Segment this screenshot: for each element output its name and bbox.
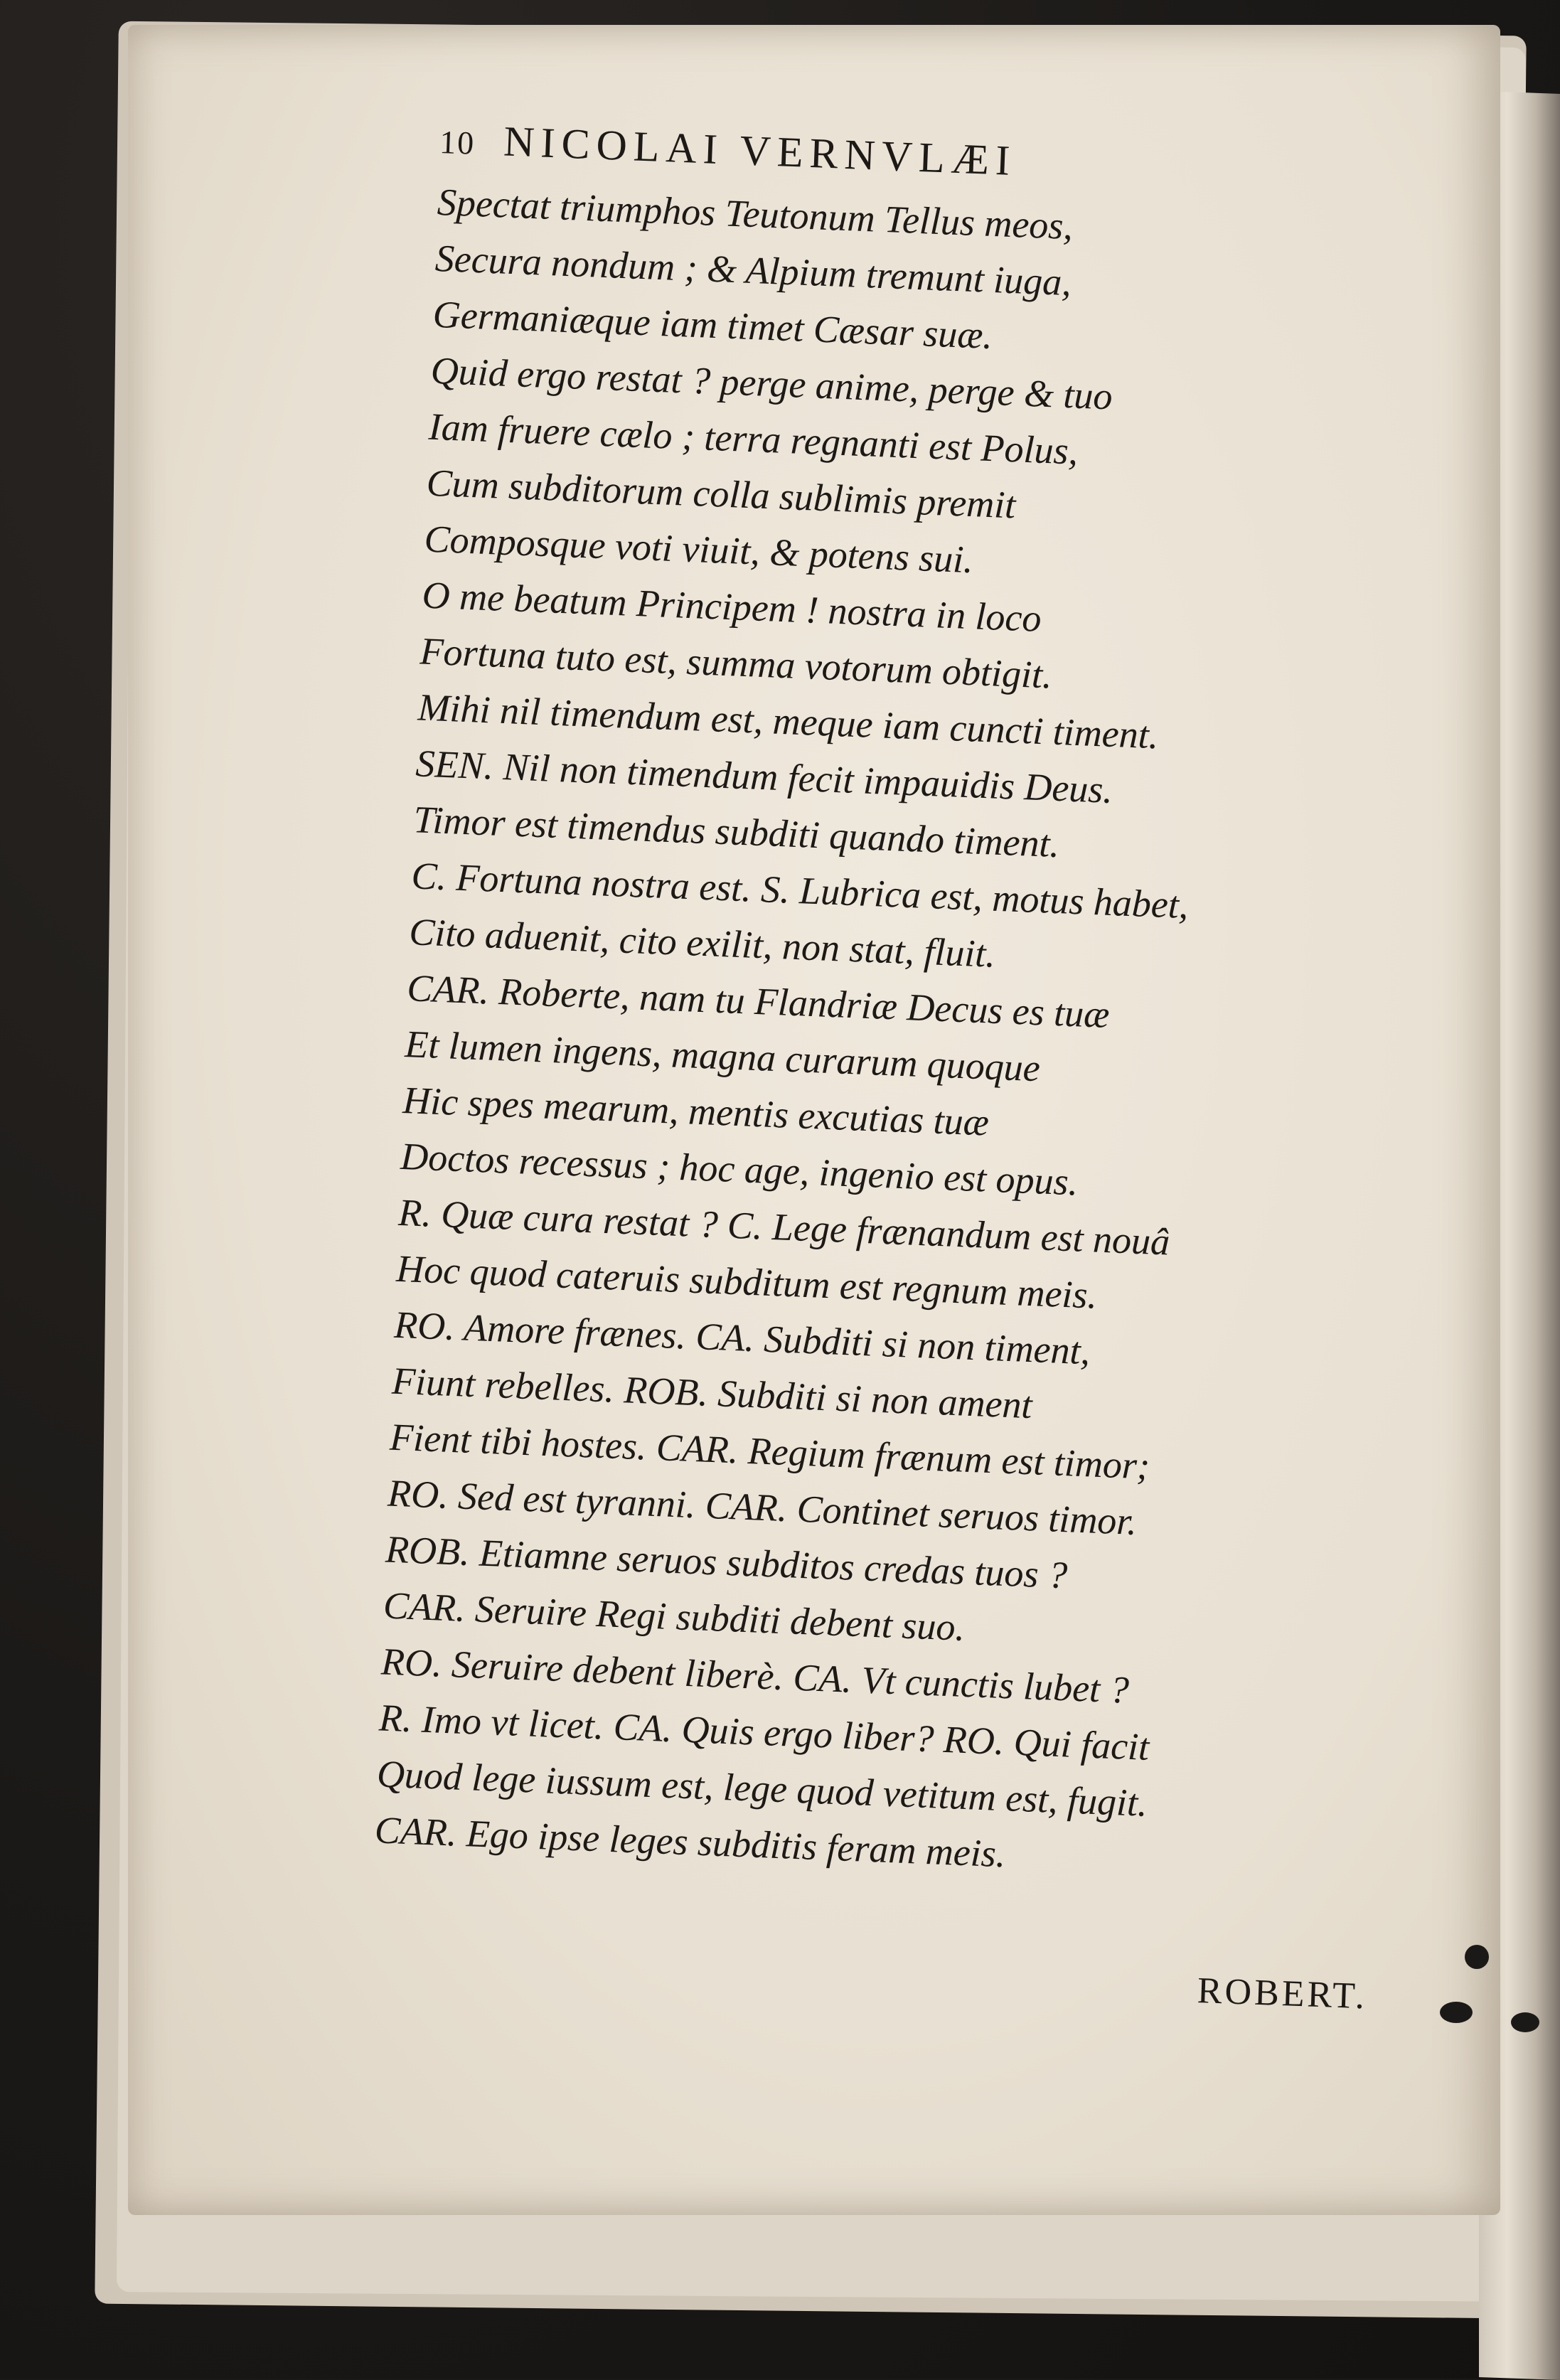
verse-line: Mihi nil timendum est, meque iam cuncti timent. bbox=[417, 685, 1160, 757]
verse-line: Germaniæque iam timet Cæsar suæ. bbox=[432, 292, 994, 357]
verse-line: RO. Amore frænes. CA. Subditi si non timent, bbox=[393, 1303, 1091, 1373]
wormhole bbox=[1465, 1945, 1489, 1969]
verse-line: Quod lege iussum est, lege quod vetitum est, fugit. bbox=[375, 1752, 1148, 1825]
verse-line: Timor est timendus subditi quando timent. bbox=[412, 798, 1061, 866]
verse-line: SEN. Nil non timendum fecit impauidis Deus. bbox=[415, 742, 1114, 811]
verse-line: Iam fruere cælo ; terra regnanti est Polus, bbox=[427, 405, 1079, 473]
wormhole bbox=[1440, 2002, 1473, 2023]
verse-line: ROB. Etiamne seruos subditos credas tuos ? bbox=[385, 1527, 1069, 1597]
catchword: ROBERT. bbox=[1196, 1970, 1368, 2017]
verse-line: CAR. Roberte, nam tu Flandriæ Decus es tuæ bbox=[406, 966, 1111, 1037]
verse-line: Fiunt rebelles. ROB. Subditi si non ament bbox=[391, 1359, 1033, 1427]
verse-line: Composque voti viuit, & potens sui. bbox=[423, 517, 974, 582]
verse-line: RO. Sed est tyranni. CAR. Continet seruos timor. bbox=[387, 1471, 1138, 1544]
verse-line: Quid ergo restat ? perge anime, perge & tuo bbox=[429, 348, 1113, 418]
verse-line: Fient tibi hostes. CAR. Regium frænum est timor; bbox=[389, 1415, 1151, 1488]
verse-line: Spectat triumphos Teutonum Tellus meos, bbox=[436, 180, 1074, 248]
verse-line: Cito aduenit, cito exilit, non stat, fluit. bbox=[408, 910, 997, 976]
verse-line: R. Imo vt licet. CA. Quis ergo liber? RO. Qui facit bbox=[378, 1696, 1150, 1768]
verse-lines bbox=[374, 174, 1462, 1898]
verse-line: C. Fortuna nostra est. S. Lubrica est, motus habet, bbox=[410, 854, 1190, 927]
page-text-block bbox=[374, 110, 1464, 1897]
verse-line: Secura nondum ; & Alpium tremunt iuga, bbox=[434, 236, 1072, 304]
verse-line: Et lumen ingens, magna curarum quoque bbox=[404, 1023, 1041, 1090]
verse-line: R. Quæ cura restat ? C. Lege frænandum est nouâ bbox=[397, 1190, 1171, 1264]
page-number: 10 bbox=[439, 123, 476, 161]
verse-line: CAR. Seruire Regi subditi debent suo. bbox=[383, 1584, 966, 1649]
verse-line: Hoc quod cateruis subditum est regnum meis. bbox=[395, 1247, 1099, 1317]
verse-line: Cum subditorum colla sublimis premit bbox=[425, 461, 1017, 527]
running-head-title: NICOLAI VERNVLÆI bbox=[503, 117, 1017, 185]
verse-line: Doctos recessus ; hoc age, ingenio est opus. bbox=[400, 1134, 1079, 1204]
verse-line: RO. Seruire debent liberè. CA. Vt cunctis lubet ? bbox=[380, 1640, 1130, 1712]
verse-line: CAR. Ego ipse leges subditis feram meis. bbox=[373, 1808, 1007, 1876]
verse-line: Hic spes mearum, mentis excutias tuæ bbox=[402, 1078, 990, 1144]
verse-line: O me beatum Principem ! nostra in loco bbox=[421, 573, 1042, 640]
verse-line: Fortuna tuto est, summa votorum obtigit. bbox=[419, 629, 1053, 697]
wormhole bbox=[1511, 2012, 1539, 2032]
